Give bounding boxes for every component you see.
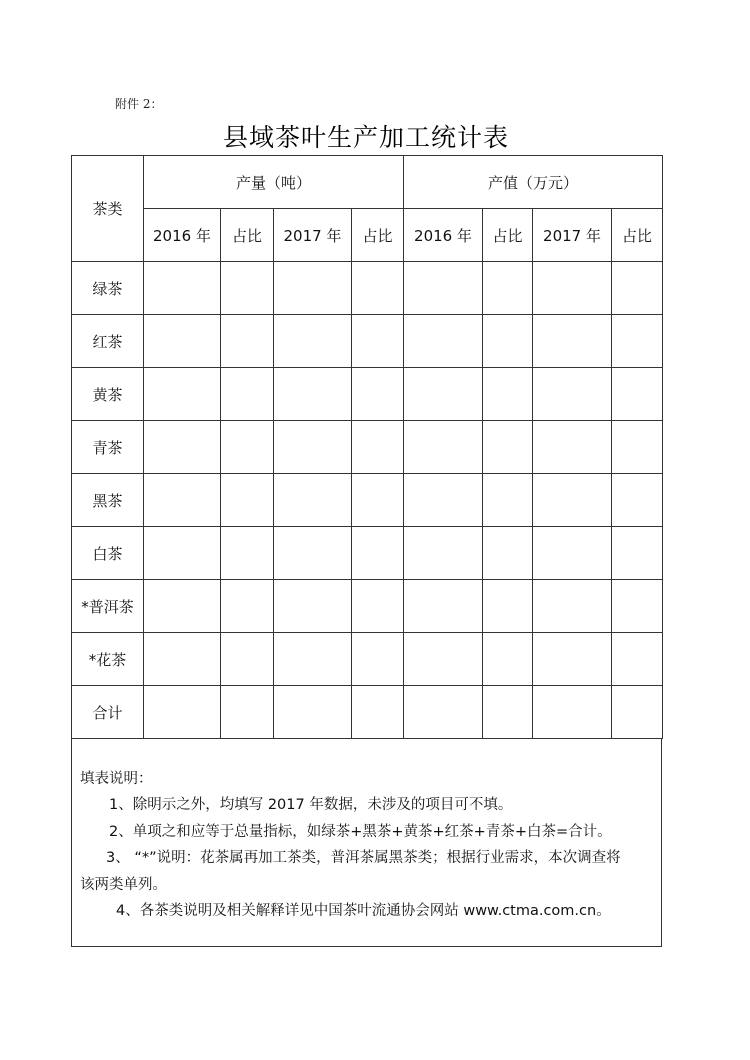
data-cell[interactable] [352, 633, 404, 686]
data-cell[interactable] [533, 368, 612, 421]
table-row [72, 686, 663, 739]
table-row [72, 368, 663, 421]
data-cell[interactable] [533, 474, 612, 527]
data-cell[interactable] [404, 315, 483, 368]
subheader-cell: 2017 年 [533, 209, 612, 262]
data-cell[interactable] [144, 315, 221, 368]
data-cell[interactable] [144, 527, 221, 580]
data-cell[interactable] [144, 262, 221, 315]
data-cell[interactable] [483, 580, 533, 633]
data-cell[interactable] [274, 633, 352, 686]
data-cell[interactable] [533, 262, 612, 315]
data-cell[interactable] [144, 474, 221, 527]
data-cell[interactable] [352, 421, 404, 474]
subheader-cell: 2016 年 [144, 209, 221, 262]
data-cell[interactable] [274, 262, 352, 315]
data-cell[interactable] [533, 686, 612, 739]
row-label: *花茶 [72, 633, 144, 686]
data-cell[interactable] [221, 686, 274, 739]
data-cell[interactable] [483, 262, 533, 315]
data-cell[interactable] [404, 686, 483, 739]
subheader-cell: 2016 年 [404, 209, 483, 262]
data-cell[interactable] [612, 315, 663, 368]
data-cell[interactable] [221, 421, 274, 474]
data-cell[interactable] [612, 421, 663, 474]
note-item: 2、单项之和应等于总量指标，如绿茶+黑茶+黄茶+红茶+青茶+白茶=合计。 [109, 824, 612, 840]
row-label: 黄茶 [72, 368, 144, 421]
page-title: 县域茶叶生产加工统计表 [222, 123, 509, 152]
data-cell[interactable] [612, 527, 663, 580]
data-cell[interactable] [533, 527, 612, 580]
table-row [72, 421, 663, 474]
row-label: 黑茶 [72, 474, 144, 527]
subheader-cell: 占比 [483, 209, 533, 262]
subheader-row [72, 209, 663, 262]
data-cell[interactable] [533, 315, 612, 368]
notes-heading: 填表说明： [80, 771, 153, 787]
attachment-label: 附件 2： [115, 97, 163, 111]
data-cell[interactable] [274, 421, 352, 474]
data-cell[interactable] [404, 527, 483, 580]
data-cell[interactable] [612, 368, 663, 421]
data-cell[interactable] [352, 580, 404, 633]
data-cell[interactable] [144, 368, 221, 421]
data-cell[interactable] [352, 315, 404, 368]
row-label: 红茶 [72, 315, 144, 368]
data-cell[interactable] [274, 474, 352, 527]
group-header-output: 产量（吨） [144, 156, 404, 209]
data-cell[interactable] [404, 633, 483, 686]
row-label: 合计 [72, 686, 144, 739]
statistics-table [71, 155, 663, 739]
subheader-cell: 2017 年 [274, 209, 352, 262]
data-cell[interactable] [221, 527, 274, 580]
table-row [72, 633, 663, 686]
subheader-cell: 占比 [352, 209, 404, 262]
row-label: 白茶 [72, 527, 144, 580]
data-cell[interactable] [352, 474, 404, 527]
data-cell[interactable] [221, 633, 274, 686]
table-row [72, 474, 663, 527]
data-cell[interactable] [612, 580, 663, 633]
data-cell[interactable] [533, 421, 612, 474]
note-item: 3、 “*”说明：花茶属再加工茶类，普洱茶属黑茶类；根据行业需求，本次调查将 [106, 850, 621, 866]
data-cell[interactable] [144, 633, 221, 686]
data-cell[interactable] [221, 315, 274, 368]
data-cell[interactable] [221, 580, 274, 633]
data-cell[interactable] [144, 686, 221, 739]
data-cell[interactable] [483, 368, 533, 421]
data-cell[interactable] [404, 368, 483, 421]
data-cell[interactable] [404, 421, 483, 474]
group-header-value: 产值（万元） [404, 156, 663, 209]
table-row [72, 527, 663, 580]
subheader-cell: 占比 [221, 209, 274, 262]
data-cell[interactable] [483, 686, 533, 739]
data-cell[interactable] [274, 580, 352, 633]
data-cell[interactable] [533, 580, 612, 633]
category-header: 茶类 [72, 156, 144, 262]
data-cell[interactable] [221, 262, 274, 315]
data-cell[interactable] [404, 474, 483, 527]
data-cell[interactable] [483, 474, 533, 527]
data-cell[interactable] [274, 527, 352, 580]
notes-box [71, 739, 662, 947]
data-cell[interactable] [144, 421, 221, 474]
subheader-cell: 占比 [612, 209, 663, 262]
data-cell[interactable] [483, 421, 533, 474]
data-cell[interactable] [352, 527, 404, 580]
data-cell[interactable] [483, 527, 533, 580]
note-item: 该两类单列。 [80, 877, 167, 893]
data-cell[interactable] [483, 633, 533, 686]
data-cell[interactable] [352, 262, 404, 315]
data-cell[interactable] [404, 580, 483, 633]
data-cell[interactable] [483, 315, 533, 368]
data-cell[interactable] [612, 686, 663, 739]
note-item: 1、除明示之外，均填写 2017 年数据，未涉及的项目可不填。 [109, 797, 513, 813]
data-cell[interactable] [221, 368, 274, 421]
data-cell[interactable] [221, 474, 274, 527]
table-row [72, 580, 663, 633]
data-cell[interactable] [274, 686, 352, 739]
data-cell[interactable] [404, 262, 483, 315]
data-cell[interactable] [352, 368, 404, 421]
data-cell[interactable] [144, 580, 221, 633]
table-row [72, 262, 663, 315]
data-cell[interactable] [274, 315, 352, 368]
row-label: 绿茶 [72, 262, 144, 315]
data-cell[interactable] [274, 368, 352, 421]
data-cell[interactable] [612, 262, 663, 315]
data-cell[interactable] [612, 474, 663, 527]
row-label: 青茶 [72, 421, 144, 474]
note-item: 4、各茶类说明及相关解释详见中国茶叶流通协会网站 www.ctma.com.cn。 [116, 903, 611, 919]
data-cell[interactable] [612, 633, 663, 686]
data-cell[interactable] [352, 686, 404, 739]
data-cell[interactable] [533, 633, 612, 686]
table-row [72, 315, 663, 368]
row-label: *普洱茶 [72, 580, 144, 633]
